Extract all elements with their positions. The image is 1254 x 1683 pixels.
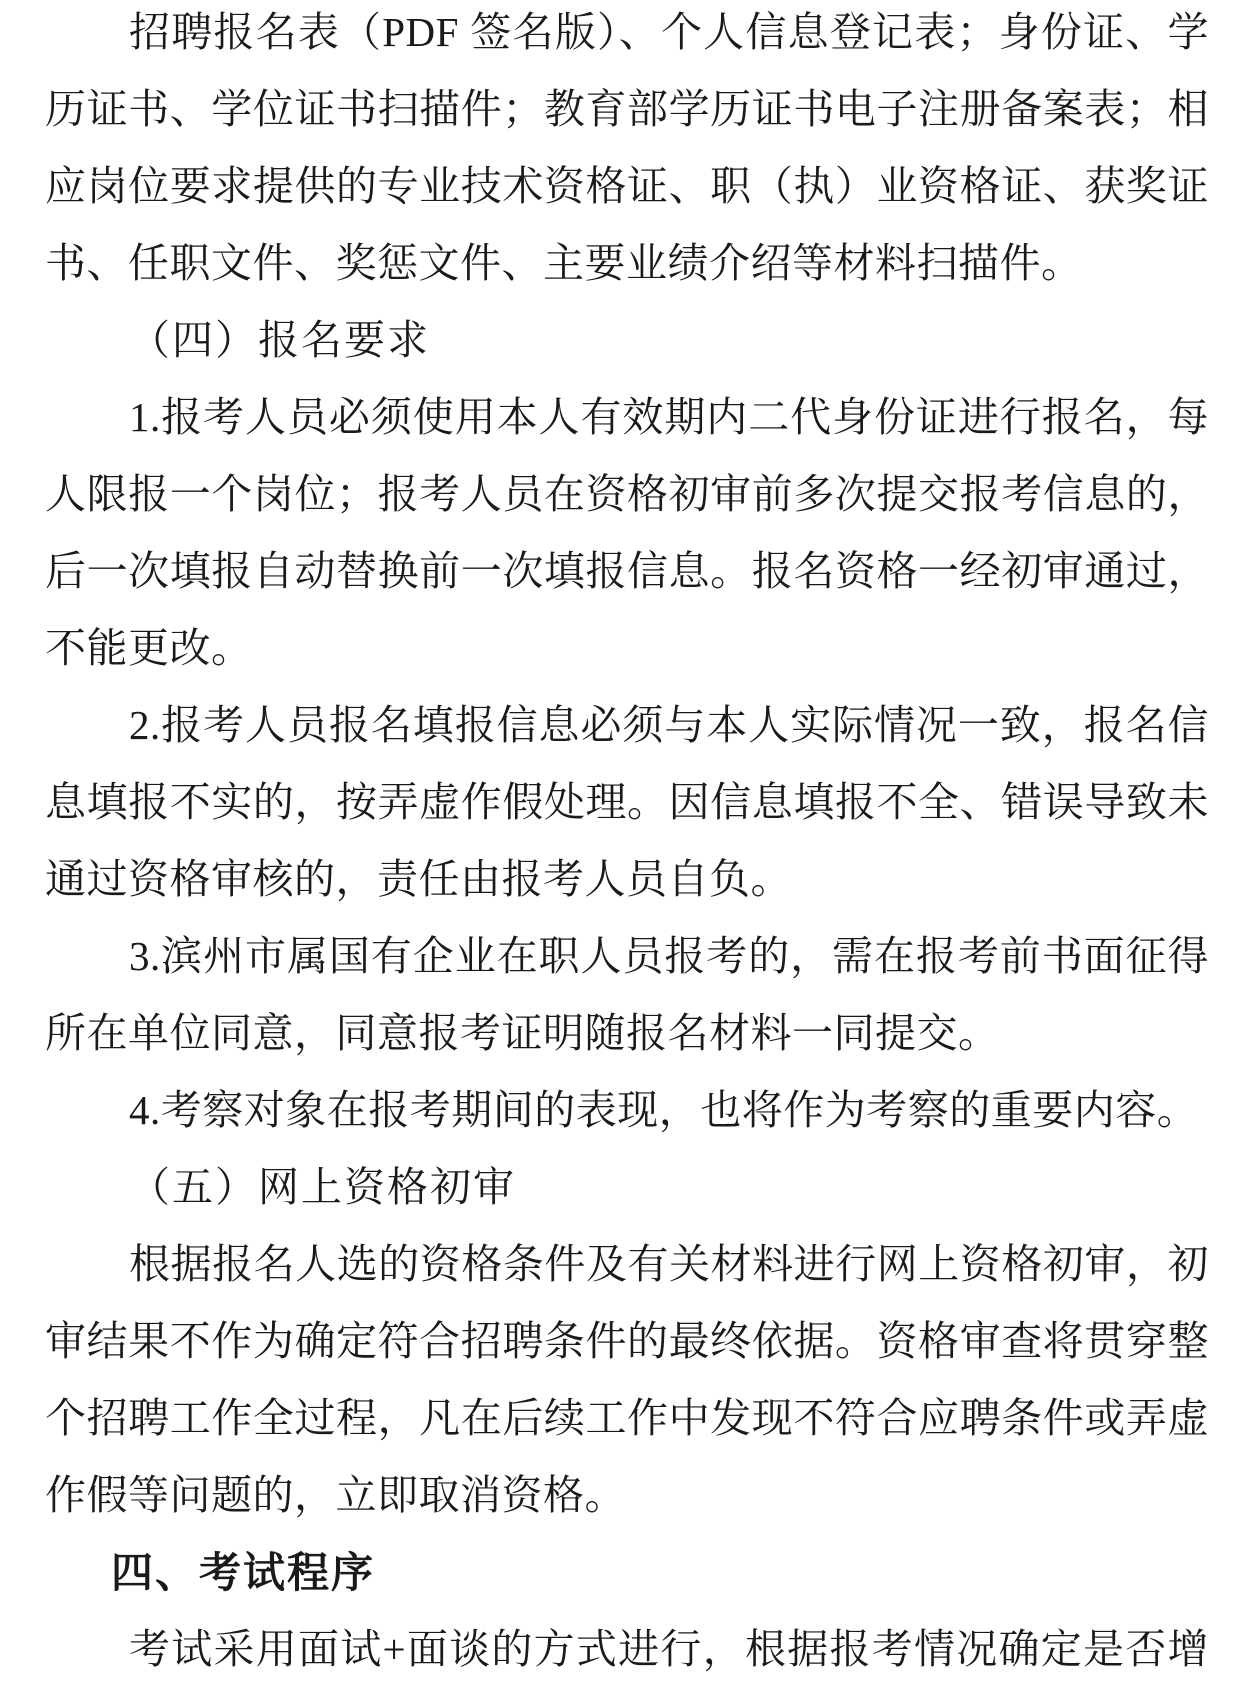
- text-line: 1.报考人员必须使用本人有效期内二代身份证进行报名，每: [129, 394, 1209, 440]
- text-line: 审结果不作为确定符合招聘条件的最终依据。资格审查将贯穿整: [45, 1318, 1209, 1364]
- text-line: 2.报考人员报名填报信息必须与本人实际情况一致，报名信: [129, 702, 1209, 748]
- text-line: 通过资格审核的，责任由报考人员自负。: [45, 856, 792, 902]
- text-line: 书、任职文件、奖惩文件、主要业绩介绍等材料扫描件。: [45, 240, 1083, 286]
- text-line: 人限报一个岗位；报考人员在资格初审前多次提交报考信息的，: [45, 471, 1209, 517]
- document-body: [45, 0, 1209, 1683]
- text-line: 考试采用面试+面谈的方式进行，根据报考情况确定是否增: [129, 1626, 1209, 1672]
- text-line: 个招聘工作全过程，凡在后续工作中发现不符合应聘条件或弄虚: [45, 1395, 1209, 1441]
- text-line: 应岗位要求提供的专业技术资格证、职（执）业资格证、获奖证: [45, 163, 1209, 209]
- section-heading-exam-procedure: 四、考试程序: [111, 1549, 376, 1596]
- text-line: 招聘报名表（PDF 签名版）、个人信息登记表；身份证、学: [129, 9, 1209, 55]
- text-line: 4.考察对象在报考期间的表现，也将作为考察的重要内容。: [129, 1087, 1199, 1133]
- subsection-heading-online-qualification-review: （五）网上资格初审: [129, 1164, 516, 1210]
- text-line: 根据报名人选的资格条件及有关材料进行网上资格初审，初: [129, 1241, 1209, 1287]
- text-line: 历证书、学位证书扫描件；教育部学历证书电子注册备案表；相: [45, 86, 1209, 132]
- text-line: 息填报不实的，按弄虚作假处理。因信息填报不全、错误导致未: [45, 779, 1209, 825]
- subsection-heading-registration-requirements: （四）报名要求: [129, 317, 430, 363]
- text-line: 不能更改。: [45, 625, 253, 671]
- text-line: 作假等问题的，立即取消资格。: [45, 1472, 626, 1518]
- text-line: 所在单位同意，同意报考证明随报名材料一同提交。: [45, 1010, 1000, 1056]
- text-line: 3.滨州市属国有企业在职人员报考的，需在报考前书面征得: [129, 933, 1209, 979]
- text-line: 后一次填报自动替换前一次填报信息。报名资格一经初审通过，: [45, 548, 1209, 594]
